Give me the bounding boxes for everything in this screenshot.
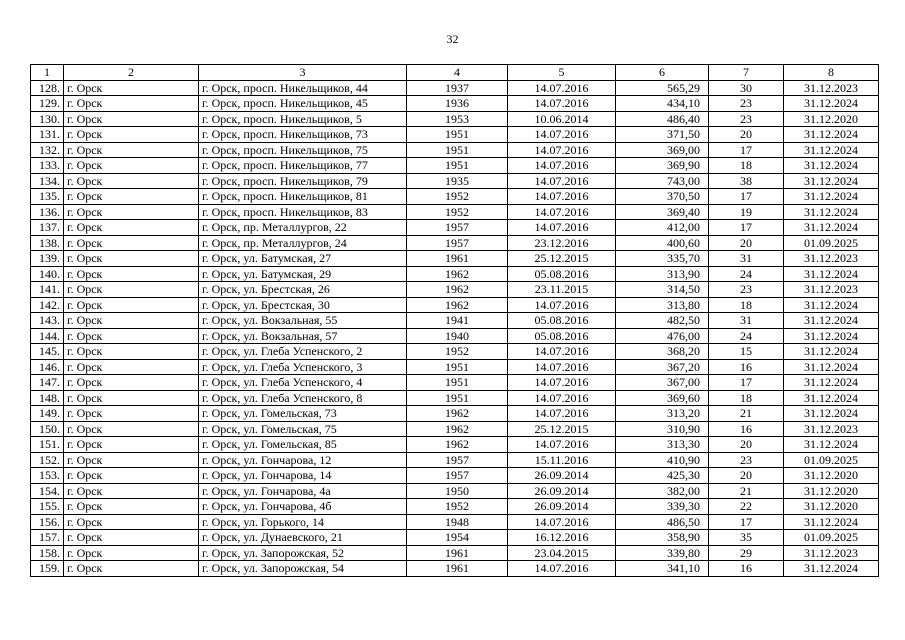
table-cell-col8: 31.12.2024: [784, 514, 879, 530]
table-cell-col5: 25.12.2015: [508, 421, 616, 437]
table-cell-col4: 1940: [407, 328, 508, 344]
table-cell-col4: 1950: [407, 483, 508, 499]
table-cell-col2: г. Орск: [64, 204, 199, 220]
table-cell-col6: 310,90: [616, 421, 709, 437]
table-cell-col3: г. Орск, просп. Никельщиков, 73: [199, 127, 407, 143]
table-cell-col6: 370,50: [616, 189, 709, 205]
table-cell-col8: 01.09.2025: [784, 530, 879, 546]
table-cell-col4: 1936: [407, 96, 508, 112]
table-cell-col4: 1962: [407, 297, 508, 313]
table-cell-col5: 14.07.2016: [508, 127, 616, 143]
table-cell-col1: 159.: [31, 561, 64, 577]
table-row: [31, 96, 879, 112]
table-cell-col4: 1954: [407, 530, 508, 546]
table-cell-col7: 22: [709, 499, 784, 515]
table-cell-col7: 20: [709, 127, 784, 143]
table-cell-col1: 145.: [31, 344, 64, 360]
table-cell-col8: 31.12.2024: [784, 390, 879, 406]
table-cell-col5: 14.07.2016: [508, 390, 616, 406]
table-cell-col5: 14.07.2016: [508, 406, 616, 422]
table-cell-col3: г. Орск, ул. Гомельская, 75: [199, 421, 407, 437]
table-cell-col4: 1957: [407, 235, 508, 251]
table-cell-col6: 341,10: [616, 561, 709, 577]
table-cell-col1: 134.: [31, 173, 64, 189]
table-cell-col5: 14.07.2016: [508, 96, 616, 112]
table-row: [31, 189, 879, 205]
table-cell-col8: 31.12.2024: [784, 328, 879, 344]
table-cell-col5: 26.09.2014: [508, 499, 616, 515]
table-cell-col6: 335,70: [616, 251, 709, 267]
table-cell-col2: г. Орск: [64, 483, 199, 499]
table-cell-col8: 31.12.2024: [784, 297, 879, 313]
table-cell-col4: 1962: [407, 266, 508, 282]
table-cell-col7: 35: [709, 530, 784, 546]
table-row: [31, 452, 879, 468]
table-cell-col5: 05.08.2016: [508, 266, 616, 282]
table-cell-col5: 05.08.2016: [508, 313, 616, 329]
table-cell-col2: г. Орск: [64, 220, 199, 236]
table-cell-col7: 20: [709, 468, 784, 484]
table-cell-col2: г. Орск: [64, 189, 199, 205]
table-cell-col6: 313,20: [616, 406, 709, 422]
table-cell-col1: 155.: [31, 499, 64, 515]
table-cell-col5: 25.12.2015: [508, 251, 616, 267]
table-row: [31, 328, 879, 344]
table-row: [31, 499, 879, 515]
table-cell-col3: г. Орск, ул. Запорожская, 52: [199, 545, 407, 561]
table-row: [31, 220, 879, 236]
table-cell-col5: 14.07.2016: [508, 80, 616, 96]
table-cell-col1: 137.: [31, 220, 64, 236]
table-cell-col3: г. Орск, ул. Дунаевского, 21: [199, 530, 407, 546]
table-cell-col5: 16.12.2016: [508, 530, 616, 546]
table-cell-col2: г. Орск: [64, 328, 199, 344]
table-cell-col6: 486,40: [616, 111, 709, 127]
table-cell-col3: г. Орск, просп. Никельщиков, 83: [199, 204, 407, 220]
table-cell-col8: 31.12.2024: [784, 437, 879, 453]
table-cell-col6: 565,29: [616, 80, 709, 96]
table-row: [31, 514, 879, 530]
table-row: [31, 235, 879, 251]
table-cell-col6: 313,80: [616, 297, 709, 313]
table-cell-col4: 1952: [407, 204, 508, 220]
table-cell-col7: 17: [709, 220, 784, 236]
table-cell-col1: 150.: [31, 421, 64, 437]
table-row: [31, 468, 879, 484]
table-cell-col8: 31.12.2024: [784, 313, 879, 329]
table-cell-col7: 31: [709, 313, 784, 329]
table-cell-col2: г. Орск: [64, 266, 199, 282]
table-cell-col5: 14.07.2016: [508, 189, 616, 205]
table-cell-col1: 149.: [31, 406, 64, 422]
table-cell-col7: 20: [709, 235, 784, 251]
table-cell-col8: 31.12.2020: [784, 499, 879, 515]
table-cell-col2: г. Орск: [64, 251, 199, 267]
table-row: [31, 483, 879, 499]
table-cell-col4: 1961: [407, 561, 508, 577]
table-cell-col3: г. Орск, просп. Никельщиков, 45: [199, 96, 407, 112]
table-cell-col5: 26.09.2014: [508, 468, 616, 484]
table-cell-col5: 14.07.2016: [508, 344, 616, 360]
table-cell-col1: 140.: [31, 266, 64, 282]
table-cell-col3: г. Орск, просп. Никельщиков, 5: [199, 111, 407, 127]
table-cell-col8: 31.12.2024: [784, 204, 879, 220]
table-cell-col3: г. Орск, ул. Брестская, 26: [199, 282, 407, 298]
table-row: [31, 359, 879, 375]
table-row: [31, 421, 879, 437]
table-cell-col6: 400,60: [616, 235, 709, 251]
table-cell-col8: 31.12.2024: [784, 173, 879, 189]
table-cell-col8: 31.12.2024: [784, 266, 879, 282]
table-cell-col7: 15: [709, 344, 784, 360]
table-cell-col3: г. Орск, просп. Никельщиков, 81: [199, 189, 407, 205]
table-cell-col8: 31.12.2024: [784, 127, 879, 143]
table-cell-col5: 14.07.2016: [508, 220, 616, 236]
table-cell-col8: 31.12.2024: [784, 96, 879, 112]
column-header-3: 3: [199, 65, 407, 81]
table-cell-col2: г. Орск: [64, 359, 199, 375]
table-cell-col5: 23.11.2015: [508, 282, 616, 298]
table-cell-col3: г. Орск, просп. Никельщиков, 79: [199, 173, 407, 189]
table-cell-col8: 01.09.2025: [784, 452, 879, 468]
table-cell-col2: г. Орск: [64, 344, 199, 360]
table-cell-col2: г. Орск: [64, 406, 199, 422]
column-header-1: 1: [31, 65, 64, 81]
table-cell-col7: 18: [709, 390, 784, 406]
table-cell-col4: 1951: [407, 359, 508, 375]
table-cell-col4: 1952: [407, 344, 508, 360]
table-cell-col2: г. Орск: [64, 111, 199, 127]
table-cell-col4: 1937: [407, 80, 508, 96]
table-cell-col2: г. Орск: [64, 530, 199, 546]
table-cell-col4: 1962: [407, 406, 508, 422]
table-row: [31, 545, 879, 561]
table-cell-col6: 367,20: [616, 359, 709, 375]
column-header-7: 7: [709, 65, 784, 81]
table-cell-col7: 29: [709, 545, 784, 561]
table-cell-col1: 152.: [31, 452, 64, 468]
table-cell-col4: 1957: [407, 452, 508, 468]
table-cell-col5: 14.07.2016: [508, 561, 616, 577]
table-cell-col8: 31.12.2024: [784, 158, 879, 174]
table-cell-col4: 1935: [407, 173, 508, 189]
table-cell-col6: 339,30: [616, 499, 709, 515]
column-header-4: 4: [407, 65, 508, 81]
table-cell-col3: г. Орск, ул. Гончарова, 14: [199, 468, 407, 484]
table-cell-col2: г. Орск: [64, 390, 199, 406]
table-cell-col3: г. Орск, ул. Глеба Успенского, 4: [199, 375, 407, 391]
table-cell-col8: 31.12.2020: [784, 468, 879, 484]
table-cell-col2: г. Орск: [64, 545, 199, 561]
table-cell-col7: 23: [709, 96, 784, 112]
table-cell-col5: 14.07.2016: [508, 204, 616, 220]
table-cell-col2: г. Орск: [64, 127, 199, 143]
table-cell-col6: 369,90: [616, 158, 709, 174]
table-cell-col7: 17: [709, 189, 784, 205]
table-cell-col1: 143.: [31, 313, 64, 329]
table-cell-col2: г. Орск: [64, 158, 199, 174]
table-cell-col4: 1951: [407, 127, 508, 143]
table-row: [31, 127, 879, 143]
table-cell-col6: 743,00: [616, 173, 709, 189]
table-cell-col5: 26.09.2014: [508, 483, 616, 499]
table-cell-col6: 410,90: [616, 452, 709, 468]
table-cell-col2: г. Орск: [64, 375, 199, 391]
column-header-6: 6: [616, 65, 709, 81]
table-cell-col3: г. Орск, пр. Металлургов, 22: [199, 220, 407, 236]
column-header-5: 5: [508, 65, 616, 81]
table-cell-col4: 1951: [407, 375, 508, 391]
table-row: [31, 80, 879, 96]
table-cell-col3: г. Орск, ул. Гончарова, 4б: [199, 499, 407, 515]
table-cell-col8: 31.12.2023: [784, 80, 879, 96]
table-cell-col1: 144.: [31, 328, 64, 344]
table-row: [31, 204, 879, 220]
table-cell-col4: 1953: [407, 111, 508, 127]
table-cell-col5: 14.07.2016: [508, 297, 616, 313]
table-cell-col8: 31.12.2023: [784, 421, 879, 437]
table-row: [31, 251, 879, 267]
table-cell-col2: г. Орск: [64, 421, 199, 437]
table-cell-col6: 369,60: [616, 390, 709, 406]
table-cell-col3: г. Орск, ул. Гончарова, 4а: [199, 483, 407, 499]
table-cell-col7: 30: [709, 80, 784, 96]
table-cell-col8: 31.12.2024: [784, 142, 879, 158]
table-cell-col1: 157.: [31, 530, 64, 546]
table-cell-col3: г. Орск, ул. Запорожская, 54: [199, 561, 407, 577]
table-row: [31, 406, 879, 422]
table-cell-col4: 1961: [407, 251, 508, 267]
table-cell-col8: 31.12.2024: [784, 189, 879, 205]
column-header-8: 8: [784, 65, 879, 81]
table-cell-col1: 131.: [31, 127, 64, 143]
table-row: [31, 158, 879, 174]
table-cell-col7: 16: [709, 359, 784, 375]
table-cell-col5: 05.08.2016: [508, 328, 616, 344]
table-cell-col3: г. Орск, ул. Батумская, 29: [199, 266, 407, 282]
table-cell-col7: 23: [709, 452, 784, 468]
table-cell-col4: 1962: [407, 437, 508, 453]
table-cell-col1: 142.: [31, 297, 64, 313]
table-cell-col2: г. Орск: [64, 80, 199, 96]
table-cell-col6: 358,90: [616, 530, 709, 546]
table-cell-col1: 136.: [31, 204, 64, 220]
table-cell-col8: 31.12.2023: [784, 251, 879, 267]
table-cell-col2: г. Орск: [64, 173, 199, 189]
housing-table: [30, 64, 879, 577]
table-cell-col1: 153.: [31, 468, 64, 484]
table-row: [31, 375, 879, 391]
table-cell-col8: 31.12.2024: [784, 344, 879, 360]
table-cell-col7: 17: [709, 375, 784, 391]
table-cell-col7: 24: [709, 266, 784, 282]
table-cell-col6: 476,00: [616, 328, 709, 344]
table-cell-col5: 23.04.2015: [508, 545, 616, 561]
table-cell-col6: 369,40: [616, 204, 709, 220]
table-row: [31, 530, 879, 546]
table-cell-col6: 314,50: [616, 282, 709, 298]
table-cell-col2: г. Орск: [64, 142, 199, 158]
table-row: [31, 266, 879, 282]
table-cell-col1: 154.: [31, 483, 64, 499]
table-cell-col7: 16: [709, 421, 784, 437]
table-cell-col1: 148.: [31, 390, 64, 406]
table-cell-col4: 1957: [407, 468, 508, 484]
table-cell-col4: 1951: [407, 142, 508, 158]
table-row: [31, 437, 879, 453]
table-cell-col2: г. Орск: [64, 499, 199, 515]
table-cell-col3: г. Орск, просп. Никельщиков, 77: [199, 158, 407, 174]
table-cell-col1: 158.: [31, 545, 64, 561]
table-row: [31, 313, 879, 329]
table-cell-col7: 16: [709, 561, 784, 577]
table-cell-col4: 1957: [407, 220, 508, 236]
table-cell-col3: г. Орск, пр. Металлургов, 24: [199, 235, 407, 251]
table-cell-col4: 1962: [407, 421, 508, 437]
table-cell-col1: 151.: [31, 437, 64, 453]
table-cell-col6: 313,30: [616, 437, 709, 453]
table-cell-col6: 369,00: [616, 142, 709, 158]
table-cell-col3: г. Орск, ул. Вокзальная, 57: [199, 328, 407, 344]
table-row: [31, 282, 879, 298]
table-cell-col8: 31.12.2023: [784, 545, 879, 561]
table-cell-col5: 15.11.2016: [508, 452, 616, 468]
table-cell-col7: 18: [709, 297, 784, 313]
table-cell-col6: 382,00: [616, 483, 709, 499]
table-cell-col6: 313,90: [616, 266, 709, 282]
table-cell-col3: г. Орск, ул. Глеба Успенского, 2: [199, 344, 407, 360]
table-cell-col2: г. Орск: [64, 437, 199, 453]
table-header-row: [31, 65, 879, 81]
table-cell-col6: 482,50: [616, 313, 709, 329]
table-cell-col5: 14.07.2016: [508, 173, 616, 189]
table-cell-col8: 31.12.2024: [784, 220, 879, 236]
table-cell-col8: 31.12.2020: [784, 111, 879, 127]
table-cell-col3: г. Орск, ул. Батумская, 27: [199, 251, 407, 267]
table-cell-col3: г. Орск, ул. Глеба Успенского, 8: [199, 390, 407, 406]
table-cell-col1: 128.: [31, 80, 64, 96]
table-cell-col6: 425,30: [616, 468, 709, 484]
table-cell-col2: г. Орск: [64, 313, 199, 329]
table-cell-col3: г. Орск, просп. Никельщиков, 44: [199, 80, 407, 96]
table-cell-col1: 130.: [31, 111, 64, 127]
table-cell-col7: 17: [709, 514, 784, 530]
table-cell-col2: г. Орск: [64, 514, 199, 530]
table-cell-col2: г. Орск: [64, 96, 199, 112]
table-row: [31, 297, 879, 313]
table-cell-col5: 14.07.2016: [508, 514, 616, 530]
table-cell-col7: 17: [709, 142, 784, 158]
table-cell-col1: 133.: [31, 158, 64, 174]
table-cell-col7: 20: [709, 437, 784, 453]
table-cell-col6: 339,80: [616, 545, 709, 561]
table-cell-col1: 138.: [31, 235, 64, 251]
table-cell-col7: 31: [709, 251, 784, 267]
table-row: [31, 390, 879, 406]
table-cell-col1: 141.: [31, 282, 64, 298]
table-cell-col7: 21: [709, 406, 784, 422]
table-row: [31, 142, 879, 158]
table-cell-col6: 367,00: [616, 375, 709, 391]
table-cell-col1: 147.: [31, 375, 64, 391]
page-number: 32: [446, 32, 459, 46]
table-cell-col1: 156.: [31, 514, 64, 530]
table-cell-col2: г. Орск: [64, 282, 199, 298]
table-cell-col8: 31.12.2024: [784, 375, 879, 391]
table-cell-col5: 14.07.2016: [508, 375, 616, 391]
table-cell-col3: г. Орск, ул. Брестская, 30: [199, 297, 407, 313]
table-cell-col5: 14.07.2016: [508, 142, 616, 158]
table-cell-col7: 24: [709, 328, 784, 344]
table-cell-col4: 1951: [407, 390, 508, 406]
table-cell-col1: 132.: [31, 142, 64, 158]
table-cell-col4: 1948: [407, 514, 508, 530]
table-cell-col4: 1962: [407, 282, 508, 298]
table-cell-col5: 23.12.2016: [508, 235, 616, 251]
table-cell-col8: 31.12.2024: [784, 359, 879, 375]
column-header-2: 2: [64, 65, 199, 81]
table-cell-col4: 1952: [407, 499, 508, 515]
table-cell-col8: 01.09.2025: [784, 235, 879, 251]
table-cell-col8: 31.12.2024: [784, 406, 879, 422]
table-row: [31, 111, 879, 127]
table-cell-col7: 18: [709, 158, 784, 174]
table-cell-col7: 23: [709, 111, 784, 127]
table-cell-col8: 31.12.2024: [784, 561, 879, 577]
table-cell-col8: 31.12.2020: [784, 483, 879, 499]
table-cell-col3: г. Орск, ул. Гомельская, 73: [199, 406, 407, 422]
table-cell-col5: 10.06.2014: [508, 111, 616, 127]
table-cell-col6: 434,10: [616, 96, 709, 112]
table-cell-col7: 23: [709, 282, 784, 298]
table-cell-col3: г. Орск, ул. Горького, 14: [199, 514, 407, 530]
table-row: [31, 173, 879, 189]
table-cell-col5: 14.07.2016: [508, 158, 616, 174]
table-cell-col1: 129.: [31, 96, 64, 112]
table-cell-col4: 1951: [407, 158, 508, 174]
table-cell-col7: 21: [709, 483, 784, 499]
table-cell-col1: 146.: [31, 359, 64, 375]
table-cell-col6: 371,50: [616, 127, 709, 143]
table-cell-col8: 31.12.2023: [784, 282, 879, 298]
table-cell-col2: г. Орск: [64, 297, 199, 313]
table-cell-col3: г. Орск, ул. Гомельская, 85: [199, 437, 407, 453]
table-cell-col2: г. Орск: [64, 468, 199, 484]
table-cell-col3: г. Орск, ул. Гончарова, 12: [199, 452, 407, 468]
table-cell-col3: г. Орск, ул. Глеба Успенского, 3: [199, 359, 407, 375]
table-cell-col6: 486,50: [616, 514, 709, 530]
table-row: [31, 561, 879, 577]
table-cell-col4: 1952: [407, 189, 508, 205]
table-cell-col2: г. Орск: [64, 235, 199, 251]
table-cell-col4: 1941: [407, 313, 508, 329]
table-cell-col5: 14.07.2016: [508, 359, 616, 375]
table-cell-col2: г. Орск: [64, 452, 199, 468]
table-cell-col6: 412,00: [616, 220, 709, 236]
table-cell-col7: 38: [709, 173, 784, 189]
table-cell-col3: г. Орск, просп. Никельщиков, 75: [199, 142, 407, 158]
table-cell-col6: 368,20: [616, 344, 709, 360]
table-cell-col7: 19: [709, 204, 784, 220]
table-row: [31, 344, 879, 360]
table-cell-col1: 139.: [31, 251, 64, 267]
table-cell-col2: г. Орск: [64, 561, 199, 577]
table-cell-col4: 1961: [407, 545, 508, 561]
table-cell-col3: г. Орск, ул. Вокзальная, 55: [199, 313, 407, 329]
table-cell-col5: 14.07.2016: [508, 437, 616, 453]
table-cell-col1: 135.: [31, 189, 64, 205]
